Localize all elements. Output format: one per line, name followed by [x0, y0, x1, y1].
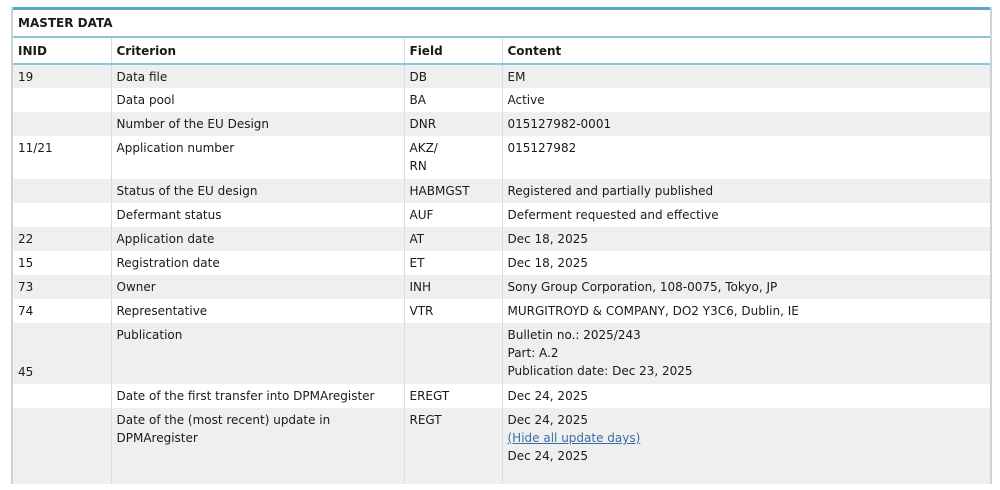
- cell-field: HABMGST: [404, 179, 502, 203]
- cell-field: DNR: [404, 112, 502, 136]
- cell-criterion: Data pool: [111, 88, 404, 112]
- cell-field: ET: [404, 251, 502, 275]
- cell-content: [502, 323, 990, 384]
- cell-criterion: Owner: [111, 275, 404, 299]
- cell-inid: 11/21: [13, 136, 111, 179]
- cell-content: [502, 275, 990, 299]
- column-header-content: Content: [502, 38, 990, 64]
- cell-field: INH: [404, 275, 502, 299]
- master-data-table: [13, 38, 990, 484]
- cell-inid: 73: [13, 275, 111, 299]
- table-row: [13, 136, 990, 179]
- cell-field: [404, 323, 502, 384]
- cell-inid: [13, 112, 111, 136]
- cell-content: [502, 179, 990, 203]
- cell-content: [502, 227, 990, 251]
- table-row: [13, 227, 990, 251]
- table-row: [13, 299, 990, 323]
- cell-field: REGT: [404, 408, 502, 484]
- table-row: [13, 275, 990, 299]
- cell-content: [502, 112, 990, 136]
- table-row: [13, 408, 990, 484]
- content-line: Registered and partially published: [507, 184, 714, 198]
- cell-content: [502, 384, 990, 408]
- cell-inid: 22: [13, 227, 111, 251]
- cell-criterion: Number of the EU Design: [111, 112, 404, 136]
- cell-inid: [13, 408, 111, 484]
- cell-inid: 74: [13, 299, 111, 323]
- content-line: 015127982: [507, 141, 577, 155]
- cell-inid: 15: [13, 251, 111, 275]
- table-row: [13, 323, 990, 384]
- column-header-inid: INID: [13, 38, 111, 64]
- cell-content: [502, 64, 990, 88]
- content-line: Dec 24, 2025: [507, 413, 588, 427]
- content-line: Dec 18, 2025: [507, 232, 588, 246]
- cell-field: DB: [404, 64, 502, 88]
- cell-field: EREGT: [404, 384, 502, 408]
- cell-criterion: Data file: [111, 64, 404, 88]
- cell-criterion: Date of the (most recent) update in DPMAregister: [111, 408, 404, 484]
- content-line: Publication date: Dec 23, 2025: [507, 364, 693, 378]
- cell-criterion: Registration date: [111, 251, 404, 275]
- cell-content: [502, 88, 990, 112]
- cell-content: [502, 203, 990, 227]
- content-line: Part: A.2: [507, 346, 559, 360]
- content-line: Sony Group Corporation, 108-0075, Tokyo, JP: [507, 280, 778, 294]
- cell-criterion: Defermant status: [111, 203, 404, 227]
- cell-inid: [13, 203, 111, 227]
- master-data-panel: [11, 7, 992, 484]
- table-row: [13, 203, 990, 227]
- cell-criterion: Date of the first transfer into DPMAregister: [111, 384, 404, 408]
- cell-inid: [13, 384, 111, 408]
- cell-field: VTR: [404, 299, 502, 323]
- table-row: [13, 112, 990, 136]
- content-line: Dec 24, 2025: [507, 449, 588, 463]
- column-header-field: Field: [404, 38, 502, 64]
- cell-field: AKZ/ RN: [404, 136, 502, 179]
- content-line: Dec 18, 2025: [507, 256, 588, 270]
- cell-inid: 45: [13, 323, 111, 384]
- content-line: EM: [507, 70, 526, 84]
- cell-content: [502, 408, 990, 484]
- cell-inid: [13, 88, 111, 112]
- cell-criterion: Representative: [111, 299, 404, 323]
- table-row: [13, 179, 990, 203]
- cell-field: AT: [404, 227, 502, 251]
- column-header-criterion: Criterion: [111, 38, 404, 64]
- cell-field: BA: [404, 88, 502, 112]
- table-row: [13, 64, 990, 88]
- cell-inid: [13, 179, 111, 203]
- content-line: Deferment requested and effective: [507, 208, 719, 222]
- hide-update-days-link[interactable]: (Hide all update days): [507, 431, 641, 445]
- table-header-row: [13, 38, 990, 64]
- cell-criterion: Status of the EU design: [111, 179, 404, 203]
- cell-content: [502, 299, 990, 323]
- content-line: 015127982-0001: [507, 117, 612, 131]
- cell-criterion: Application number: [111, 136, 404, 179]
- cell-criterion: Publication: [111, 323, 404, 384]
- cell-inid: 19: [13, 64, 111, 88]
- cell-content: [502, 136, 990, 179]
- content-line: Active: [507, 93, 545, 107]
- table-row: [13, 88, 990, 112]
- cell-field: AUF: [404, 203, 502, 227]
- content-line: Bulletin no.: 2025/243: [507, 328, 641, 342]
- content-line: Dec 24, 2025: [507, 389, 588, 403]
- cell-content: [502, 251, 990, 275]
- table-row: [13, 251, 990, 275]
- content-line: MURGITROYD & COMPANY, DO2 Y3C6, Dublin, IE: [507, 304, 799, 318]
- table-row: [13, 384, 990, 408]
- cell-criterion: Application date: [111, 227, 404, 251]
- section-title: MASTER DATA: [13, 10, 990, 38]
